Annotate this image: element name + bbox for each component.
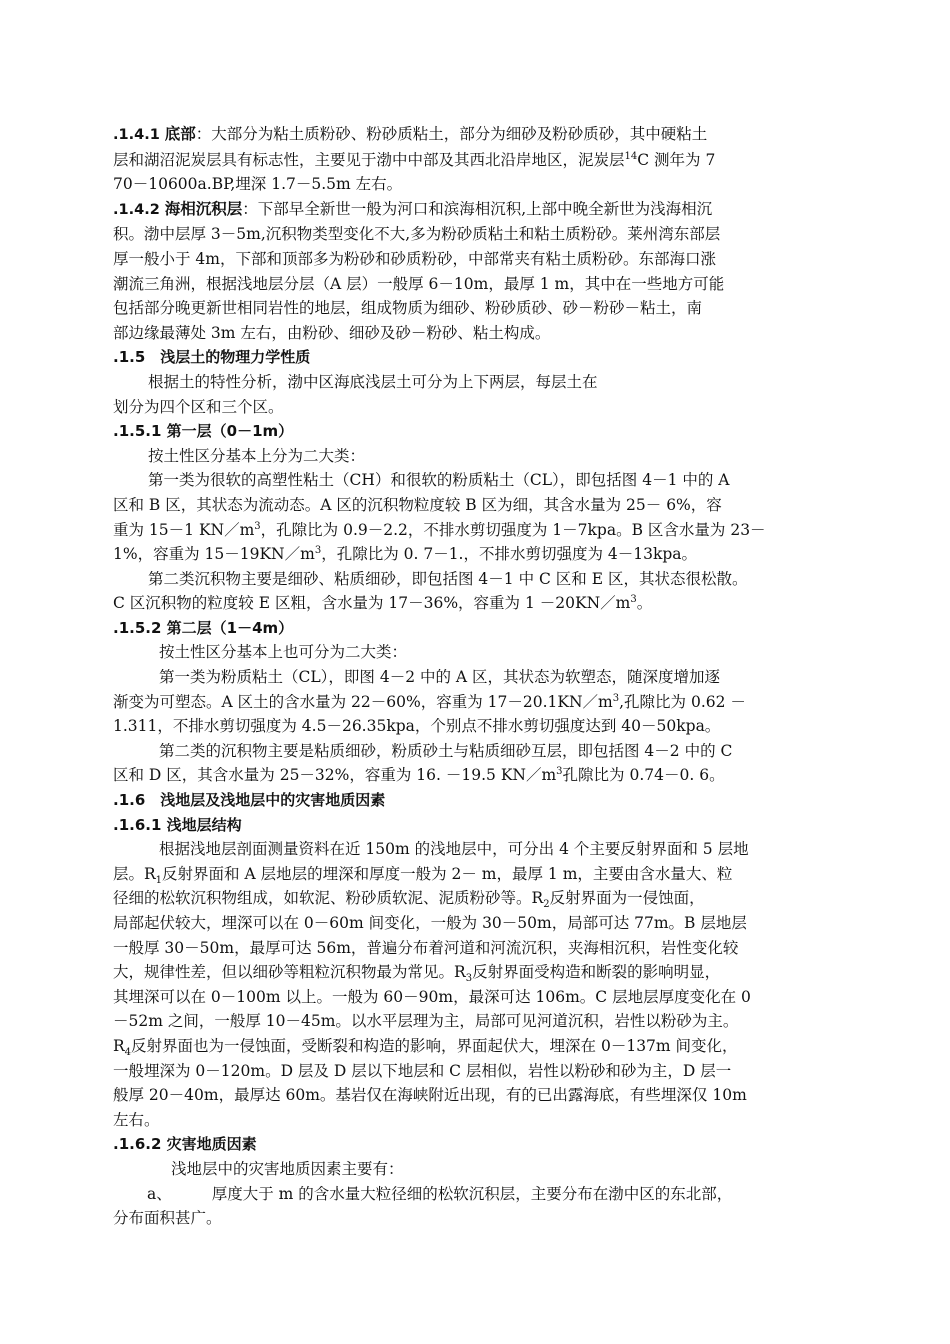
list-marker: a、 bbox=[147, 1184, 172, 1203]
section-heading-1-5-2: .1.5.2 第二层（1－4m） bbox=[113, 618, 294, 637]
list-item-a bbox=[113, 1182, 863, 1207]
text-line: 第二类的沉积物主要是粘质细砂，粉质砂土与粘质细砂互层，即包括图 4－2 中的 C bbox=[159, 741, 733, 760]
text-line: 局部起伏较大，埋深可以在 0－60m 间变化，一般为 30－50m，局部可达 77m。B 层地层 bbox=[113, 914, 747, 932]
text-line: ：大部分为粘土质粉砂、粉砂质粘土，部分为细砂及粉砂质砂，其中硬粘土 bbox=[195, 125, 708, 143]
text-line: 区和 B 区，其状态为流动态。A 区的沉积物粒度较 B 区为细，其含水量为 25－ 6%，容 bbox=[113, 495, 722, 514]
text-line: 其埋深可以在 0－100m 以上。一般为 60－90m，最深可达 106m。C 层地层厚度变化在 0 bbox=[113, 987, 751, 1006]
section-heading-1-6: .1.6 浅地层及浅地层中的灾害地质因素 bbox=[113, 791, 386, 810]
text-line: 一般埋深为 0－120m。D 层及 D 层以下地层和 C 层相似，岩性以粉砂和砂为主，D 层一 bbox=[113, 1061, 732, 1080]
text-line: 一般厚 30－50m，最厚可达 56m，普遍分布着河道和河流沉积，夹海相沉积，岩性变化较 bbox=[113, 938, 739, 957]
text-line: 70－10600a.BP,埋深 1.7－5.5m 左右。 bbox=[113, 175, 403, 194]
text-line: 浅地层中的灾害地质因素主要有： bbox=[171, 1159, 404, 1178]
paragraph-marine-layer bbox=[113, 197, 863, 223]
text-line: －52m 之间，一般厚 10－45m。以水平层理为主，局部可见河道沉积，岩性以粉砂为主。 bbox=[113, 1012, 739, 1031]
text-line: 1%，容重为 $15-19KN/m^3$，孔隙比为 0. 7－1.，不排水剪切强度为 4－13kpa。 bbox=[113, 544, 698, 564]
text-line: 层和湖沼泥炭层具有标志性，主要见于渤中中部及其西北沿岸地区，泥炭层$^{14}$C 测年为 7 bbox=[113, 150, 716, 169]
text-line: 区和 D 区，其含水量为 25－32%，容重为 16. －19.5 $KN/m^3$孔隙比为 0.74－0. 6。 bbox=[113, 766, 725, 785]
text-line: 包括部分晚更新世相同岩性的地层，组成物质为细砂、粉砂质砂、砂－粉砂－粘土，南 bbox=[113, 299, 703, 318]
text-line: 根据浅地层剖面测量资料在近 150m 的浅地层中，可分出 4 个主要反射界面和 5 层地 bbox=[159, 840, 749, 859]
text-line: 大，规律性差，但以细砂等粗粒沉积物最为常见。$R_3$反射界面受构造和断裂的影响明显， bbox=[113, 963, 721, 985]
text-line: 厚一般小于 4m，下部和顶部多为粉砂和砂质粉砂，中部常夹有粘土质粉砂。东部海口涨 bbox=[113, 249, 716, 268]
reflector-subscript: 3 bbox=[465, 973, 473, 985]
text-line: 1.311，不排水剪切强度为 4.5－26.35kpa，个别点不排水剪切强度达到 40－50kpa。 bbox=[113, 717, 721, 736]
isotope-superscript: 14 bbox=[624, 150, 638, 162]
text-line: 分布面积甚广。 bbox=[113, 1209, 222, 1228]
section-heading-1-5-1: .1.5.1 第一层（0－1m） bbox=[113, 422, 294, 441]
section-heading-1-6-1: .1.6.1 浅地层结构 bbox=[113, 815, 242, 834]
reflector-subscript: 2 bbox=[543, 899, 550, 911]
text-line: 左右。 bbox=[113, 1110, 160, 1129]
paragraph-bottom-layer bbox=[113, 122, 863, 148]
text-line: C 区沉积物的粒度较 E 区粗，含水量为 17－36%，容重为 $1 -20KN/m^3$。 bbox=[113, 594, 653, 613]
text-line: 层。$R_1$反射界面和 A 层地层的埋深和厚度一般为 2－ m，最厚 1 m，主要由含水量大、粒 bbox=[113, 864, 733, 886]
text-line: 潮流三角洲，根据浅地层分层（A 层）一般厚 6－10m，最厚 1 m，其中在一些地方可能 bbox=[113, 274, 725, 293]
text-line: 划分为四个区和三个区。 bbox=[113, 397, 284, 416]
section-title: 底部 bbox=[164, 124, 196, 143]
text-line: 第一类为粉质粘土（CL），即图 4－2 中的 A 区，其状态为软塑态，随深度增加逐 bbox=[159, 668, 721, 687]
unit-superscript: 3 bbox=[612, 692, 620, 704]
section-number: .1.4.2 bbox=[113, 201, 160, 218]
section-title: 海相沉积层 bbox=[164, 198, 243, 218]
section-heading-1-6-2: .1.6.2 灾害地质因素 bbox=[113, 1135, 257, 1154]
reflector-subscript: 4 bbox=[124, 1047, 132, 1059]
section-number: .1.4.1 bbox=[113, 127, 160, 143]
text-line: $R_4$反射界面也为一侵蚀面，受断裂和构造的影响，界面起伏大，埋深在 0－137m 间变化， bbox=[113, 1036, 738, 1059]
unit-superscript: 3 bbox=[556, 766, 563, 778]
text-line: ：下部早全新世一般为河口和滨海相沉积,上部中晚全新世为浅海相沉 bbox=[242, 199, 713, 218]
unit-superscript: 3 bbox=[630, 594, 637, 606]
unit-superscript: 3 bbox=[314, 544, 322, 556]
text-line: 径细的松软沉积物组成，如软泥、粉砂质软泥、泥质粉砂等。$R_2$反射界面为一侵蚀面， bbox=[113, 889, 705, 911]
text-line: 般厚 20－40m，最厚达 60m。基岩仅在海峡附近出现，有的已出露海底，有些埋深仅 10m bbox=[113, 1086, 747, 1105]
reflector-subscript: 1 bbox=[155, 874, 163, 886]
text-line: 第一类为很软的高塑性粘土（CH）和很软的粉质粘土（CL），即包括图 4－1 中的 A bbox=[148, 471, 730, 490]
text-line: 渐变为可塑态。A 区土的含水量为 22－60%，容重为 $17-20.1KN/m^3$,孔隙比为 0.62 － bbox=[113, 692, 746, 711]
text-line: 部边缘最薄处 3m 左右，由粉砂、细砂及砂－粉砂、粘土构成。 bbox=[113, 323, 551, 342]
text-line: 根据土的特性分析，渤中区海底浅层土可分为上下两层，每层土在 bbox=[148, 372, 598, 391]
text-line: 第二类沉积物主要是细砂、粘质细砂，即包括图 4－1 中 C 区和 E 区，其状态很松散。 bbox=[148, 569, 748, 588]
document-page bbox=[113, 122, 863, 1231]
text-line: 按土性区分基本上分为二大类： bbox=[148, 446, 366, 465]
text-line: 重为 15－1 $KN/m^3$，孔隙比为 0.9－2.2，不排水剪切强度为 1－7kpa。B 区含水量为 23－ bbox=[113, 520, 766, 539]
text-line: 厚度大于 m 的含水量大粒径细的松软沉积层，主要分布在渤中区的东北部， bbox=[211, 1184, 733, 1203]
text-line: 按土性区分基本上也可分为二大类： bbox=[159, 643, 408, 662]
text-line: 积。渤中层厚 3－5m,沉积物类型变化不大,多为粉砂质粘土和粘土质粉砂。莱州湾东部层 bbox=[113, 225, 721, 244]
unit-superscript: 3 bbox=[254, 520, 261, 532]
section-heading-1-5: .1.5 浅层土的物理力学性质 bbox=[113, 348, 311, 367]
